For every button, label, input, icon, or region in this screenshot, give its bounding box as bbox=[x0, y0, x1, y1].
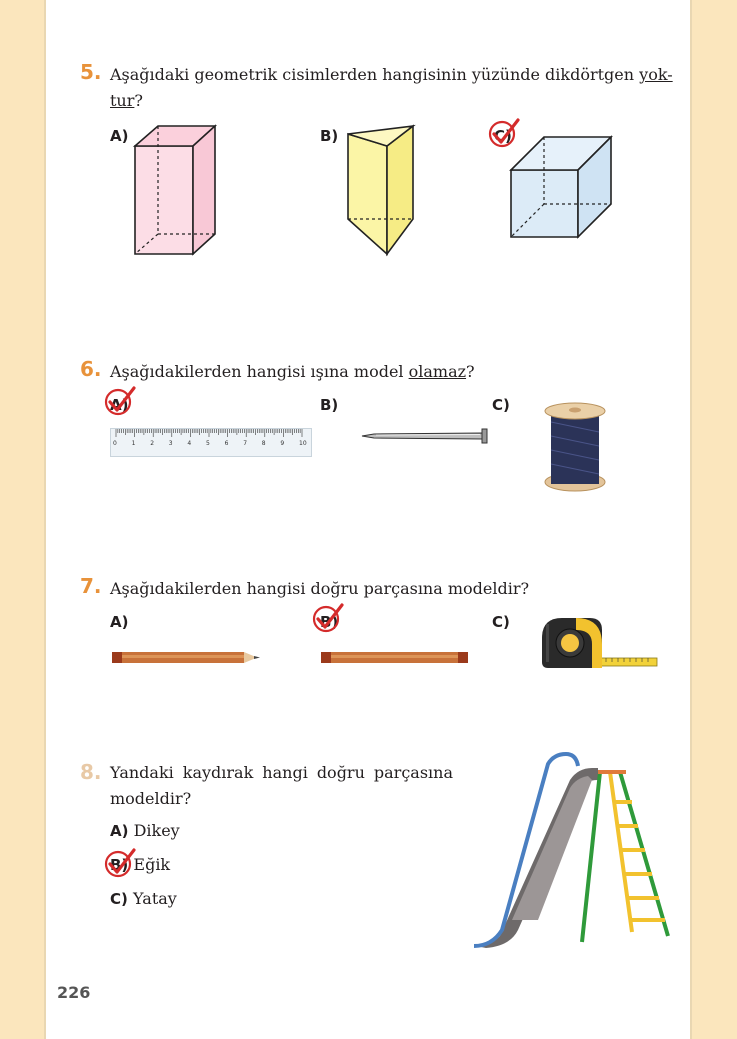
yellow-triangular-prism-image bbox=[345, 124, 417, 258]
q7-option-c[interactable]: C) bbox=[492, 613, 510, 631]
ruler-number-label: 9 bbox=[280, 440, 285, 447]
q8-answer-c[interactable] bbox=[110, 889, 177, 908]
question-8-text-line1: Yandaki kaydırak hangi doğru parçasına bbox=[110, 763, 453, 782]
q8-answer-b-text: Eğik bbox=[133, 855, 171, 874]
q8-answer-a-text: Dikey bbox=[133, 821, 180, 840]
ruler-number-label: 10 bbox=[299, 440, 307, 447]
nail-image bbox=[362, 428, 492, 444]
question-5-text bbox=[110, 62, 685, 88]
ruler-number-label: 2 bbox=[150, 440, 155, 447]
question-5-text-end: ? bbox=[134, 91, 143, 110]
ruler-number-label: 1 bbox=[131, 440, 136, 447]
question-8-number: 8. bbox=[80, 760, 102, 784]
q8-answer-check-icon bbox=[104, 848, 138, 880]
question-6-underlined: olamaz bbox=[408, 362, 467, 381]
playground-slide-image bbox=[470, 750, 675, 950]
blue-cube-image bbox=[508, 134, 616, 242]
question-6-text-part1: Aşağıdakilerden hangisi ışına model bbox=[110, 362, 409, 381]
ruler-number-label: 7 bbox=[243, 440, 248, 447]
q7-answer-check-icon bbox=[312, 603, 346, 635]
ruler-number-label: 6 bbox=[224, 440, 229, 447]
q8-answer-a[interactable] bbox=[110, 821, 180, 840]
q6-answer-check-icon bbox=[104, 386, 138, 418]
thread-spool-image bbox=[543, 402, 607, 494]
question-5-underlined-part1: yok- bbox=[639, 65, 673, 84]
q7-option-a[interactable]: A) bbox=[110, 613, 129, 631]
question-5-text-line2 bbox=[110, 88, 143, 114]
page-number: 226 bbox=[57, 983, 91, 1002]
ruler-number-label: 3 bbox=[168, 440, 173, 447]
sharpened-pencil-image bbox=[112, 651, 262, 664]
question-5-text-part1: Aşağıdaki geometrik cisimlerden hangisinin yüzünde dikdörtgen bbox=[110, 65, 640, 84]
question-7-text: Aşağıdakilerden hangisi doğru parçasına modeldir? bbox=[110, 579, 530, 598]
left-margin-strip bbox=[0, 0, 44, 1039]
question-5-number: 5. bbox=[80, 60, 102, 84]
q5-answer-check-icon bbox=[488, 118, 522, 150]
question-6-number: 6. bbox=[80, 357, 102, 381]
pink-rectangular-prism-image bbox=[130, 124, 220, 258]
question-7-number: 7. bbox=[80, 574, 102, 598]
q5-option-c[interactable]: C) bbox=[494, 127, 512, 145]
ruler-tick-marks bbox=[111, 429, 311, 439]
question-6-text-end: ? bbox=[466, 362, 475, 381]
unsharpened-pencil-image bbox=[321, 651, 468, 664]
ruler-number-label: 5 bbox=[206, 440, 210, 447]
q7-option-b[interactable]: B) bbox=[320, 613, 339, 631]
question-5-underlined-part2: tur bbox=[110, 91, 135, 110]
tape-measure-image bbox=[540, 616, 658, 670]
ruler-image bbox=[110, 428, 312, 457]
right-margin-strip bbox=[692, 0, 737, 1039]
q5-option-b[interactable]: B) bbox=[320, 127, 339, 145]
ruler-number-label: 8 bbox=[261, 440, 266, 447]
q8-answer-a-label: A) bbox=[110, 822, 129, 840]
ruler-number-label: 0 bbox=[113, 440, 117, 447]
q8-answer-c-text: Yatay bbox=[132, 889, 177, 908]
question-6-text bbox=[110, 359, 475, 385]
q8-answer-c-label: C) bbox=[110, 890, 128, 908]
q6-option-b[interactable]: B) bbox=[320, 396, 339, 414]
ruler-number-label: 4 bbox=[187, 440, 192, 447]
question-8-text-line2: modeldir? bbox=[110, 789, 192, 808]
q6-option-a[interactable]: A) bbox=[110, 396, 129, 414]
q8-answer-b-label: B) bbox=[110, 856, 129, 874]
q5-option-a[interactable]: A) bbox=[110, 127, 129, 145]
q6-option-c[interactable]: C) bbox=[492, 396, 510, 414]
